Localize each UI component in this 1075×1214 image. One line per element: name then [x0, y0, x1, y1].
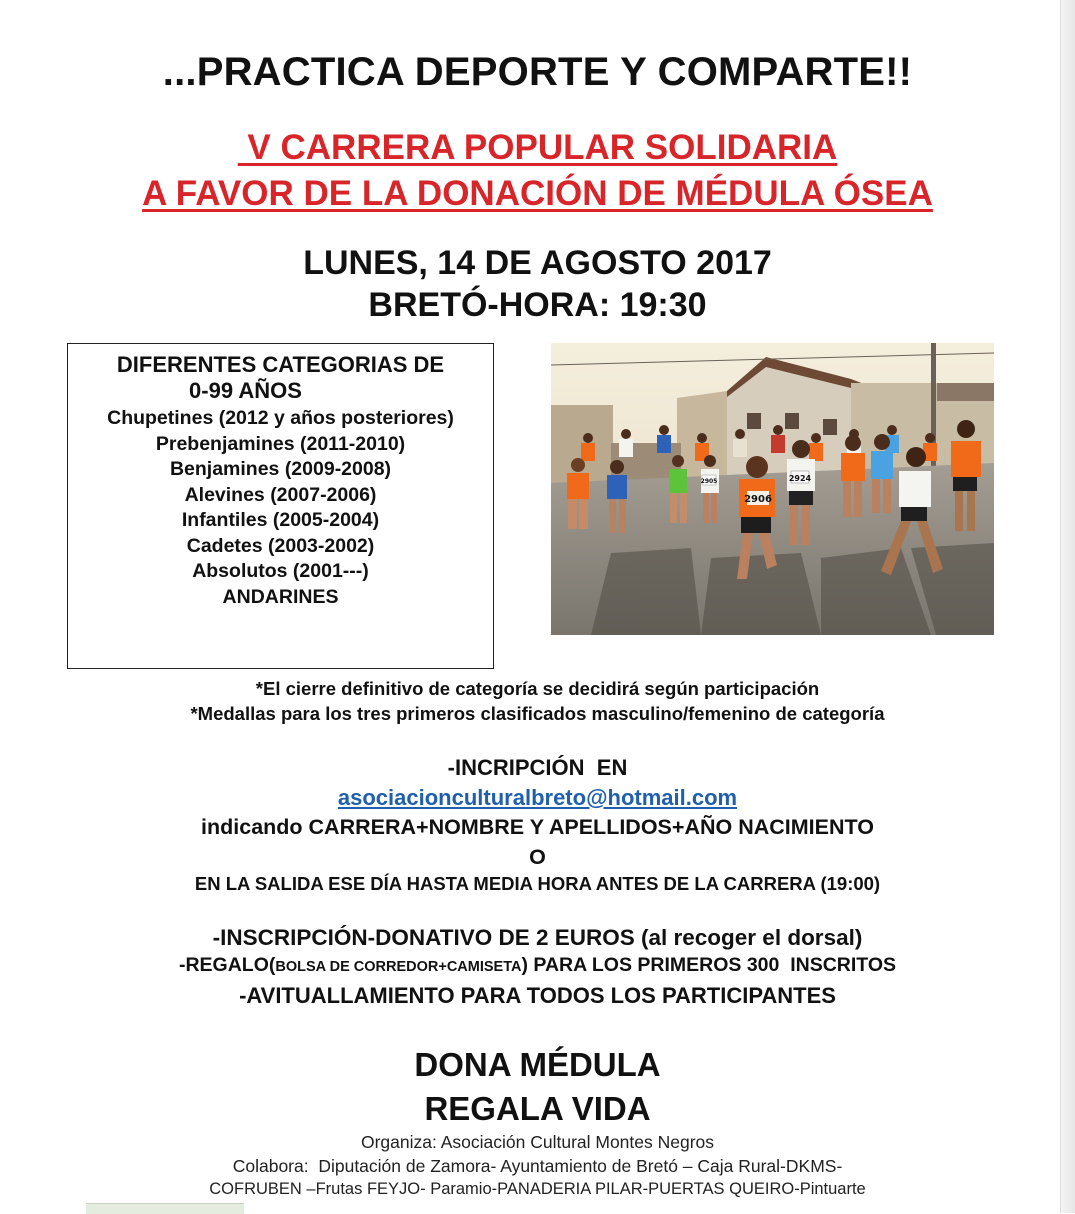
background-runner	[771, 435, 785, 453]
cta-give-life: REGALA VIDA	[424, 1090, 651, 1127]
event-place-time: BRETÓ-HORA: 19:30	[368, 286, 707, 324]
background-runner	[733, 439, 747, 457]
background-runner-head	[811, 433, 821, 443]
gift-contents: BOLSA DE CORREDOR+CAMISETA	[275, 959, 522, 975]
background-runner-head	[621, 429, 631, 439]
background-runner	[619, 439, 633, 457]
registration-email-link[interactable]: asociacionculturalbreto@hotmail.com	[337, 785, 738, 810]
registration-alternative: EN LA SALIDA ESE DÍA HASTA MEDIA HORA ANTES DE LA CARRERA (19:00)	[194, 873, 881, 894]
event-date: LUNES, 14 DE AGOSTO 2017	[303, 244, 772, 282]
background-runner-head	[925, 433, 935, 443]
background-runner	[581, 443, 595, 461]
bib-number: 2924	[788, 474, 812, 483]
registration-heading: -INCRIPCIÓN EN	[447, 755, 628, 780]
registration-instructions: indicando CARRERA+NOMBRE Y APELLIDOS+AÑO NACIMIENTO	[201, 815, 874, 839]
background-runner-head	[697, 433, 707, 443]
category-item: Benjamines (2009-2008)	[169, 458, 392, 480]
categories-list	[68, 406, 493, 610]
note-category-closing: *El cierre definitivo de categoría se decidirá según participación	[255, 678, 820, 699]
background-runner-head	[583, 433, 593, 443]
slogan-heading: ...PRACTICA DEPORTE Y COMPARTE!!	[162, 50, 913, 94]
organizer-credit: Organiza: Asociación Cultural Montes Negros	[360, 1132, 715, 1152]
background-runner	[657, 435, 671, 453]
categories-heading: DIFERENTES CATEGORIAS DE	[116, 352, 445, 377]
bib-number: 2905	[700, 478, 718, 485]
category-item: ANDARINES	[222, 585, 339, 608]
categories-box	[67, 343, 494, 669]
gift-prefix: -REGALO(	[178, 954, 276, 976]
bib-number: 2906	[744, 494, 772, 505]
bottom-left-scrap	[86, 1203, 244, 1214]
background-runner-head	[659, 425, 669, 435]
event-title-line2: A FAVOR DE LA DONACIÓN DE MÉDULA ÓSEA	[142, 174, 933, 213]
category-item: Prebenjamines (2011-2010)	[155, 432, 406, 455]
categories-age-range: 0-99 AÑOS	[189, 378, 302, 403]
category-item: Absolutos (2001---)	[192, 560, 369, 582]
collaborators-line1: Colabora: Diputación de Zamora- Ayuntamiento de Bretó – Caja Rural-DKMS-	[232, 1156, 843, 1176]
fee-line: -INSCRIPCIÓN-DONATIVO DE 2 EUROS (al recoger el dorsal)	[212, 925, 863, 950]
event-title-line1: V CARRERA POPULAR SOLIDARIA	[237, 128, 838, 167]
collaborators-line2: COFRUBEN –Frutas FEYJO- Paramio-PANADERIA PILAR-PUERTAS QUEIRO-Pintuarte	[209, 1180, 866, 1198]
refreshments-line: -AVITUALLAMIENTO PARA TODOS LOS PARTICIPANTES	[239, 983, 836, 1008]
cta-donate: DONA MÉDULA	[414, 1046, 661, 1083]
category-item: Chupetines (2012 y años posteriores)	[107, 407, 454, 429]
gift-line	[0, 954, 1075, 977]
background-runner-head	[735, 429, 745, 439]
registration-or: O	[529, 845, 546, 869]
background-runner-head	[887, 425, 897, 435]
background-runner	[809, 443, 823, 461]
background-runner-head	[773, 425, 783, 435]
gift-suffix: ) PARA LOS PRIMEROS 300 INSCRITOS	[521, 954, 897, 976]
race-photo	[551, 343, 994, 635]
category-item: Alevines (2007-2006)	[184, 483, 377, 506]
category-item: Infantiles (2005-2004)	[181, 509, 380, 531]
category-item: Cadetes (2003-2002)	[186, 534, 375, 557]
note-medals: *Medallas para los tres primeros clasificados masculino/femenino de categoría	[190, 703, 885, 724]
